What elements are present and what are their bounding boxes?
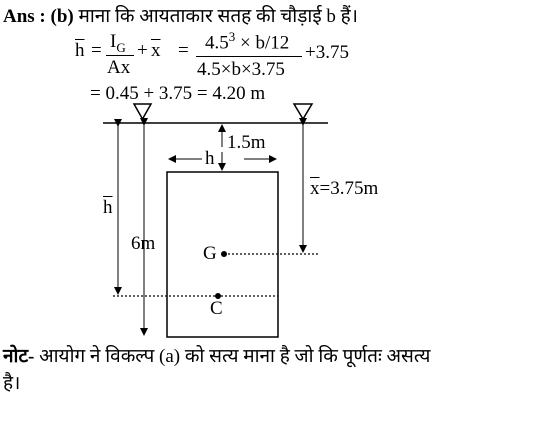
- label-1-5m: 1.5m: [227, 132, 266, 153]
- note-text-1: आयोग ने विकल्प (a) को सत्य माना है जो कि पूर्णतः असत्य: [39, 346, 431, 367]
- label-C: C: [210, 298, 223, 319]
- eq-denominator: 4.5×b×3.75: [197, 59, 285, 80]
- eq-equals-1: =: [91, 40, 102, 61]
- label-xbar: [310, 178, 378, 200]
- eq-xbar: $\overline{x}$: [151, 40, 161, 61]
- eq-num-main: 4.5: [205, 32, 229, 54]
- centroid-point-G: [221, 251, 227, 257]
- answer-statement: माना कि आयताकार सतह की चौड़ाई b हैं।: [78, 6, 358, 27]
- water-level-triangle-left: [134, 104, 151, 119]
- water-level-triangle-right: [294, 104, 312, 119]
- eq-tail: +3.75: [305, 42, 349, 63]
- eq-num-rest: × b/12: [240, 32, 290, 54]
- eq-ig-I: I: [110, 31, 117, 52]
- eq-ig-sub: G: [116, 40, 126, 55]
- note-line-2: है।: [3, 373, 21, 394]
- label-hbar: $\overline{h}$: [103, 197, 113, 218]
- note-line-1: [3, 342, 430, 368]
- label-h-width: h: [205, 148, 215, 169]
- eq-fraction-ax: Ax: [107, 57, 131, 78]
- label-G: G: [203, 243, 217, 264]
- eq-plus: +: [137, 40, 148, 61]
- eq-equals-2: =: [178, 40, 189, 61]
- eq-lhs-hbar: $\overline{h}$: [75, 40, 85, 61]
- label-6m: 6m: [131, 233, 156, 254]
- label-xbar-prefix: $\overline{x}$: [310, 178, 320, 199]
- eq-num-exp: 3: [228, 29, 236, 44]
- label-xbar-value: =3.75m: [319, 178, 379, 199]
- eq-result-line: = 0.45 + 3.75 = 4.20 m: [90, 83, 266, 104]
- answer-prefix: Ans : (b): [3, 6, 74, 27]
- note-prefix: नोट-: [3, 346, 35, 367]
